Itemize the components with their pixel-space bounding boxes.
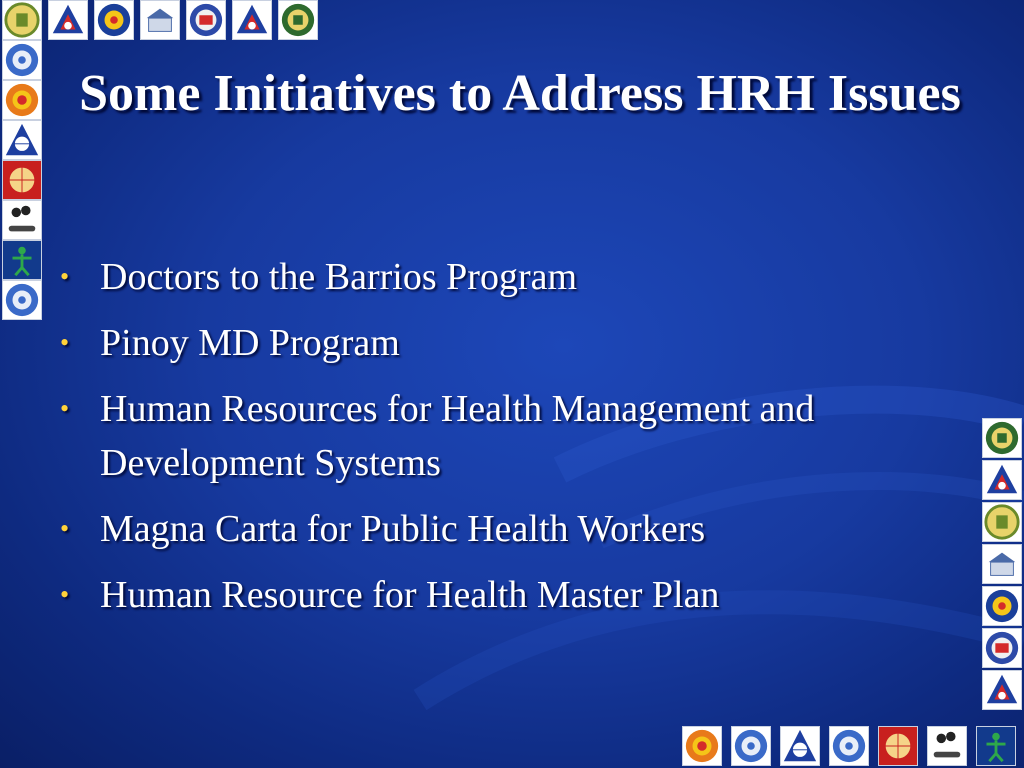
bullet-icon: • bbox=[60, 328, 70, 357]
triangle-icon bbox=[982, 460, 1022, 500]
bullet-icon: • bbox=[60, 580, 70, 609]
bullet-item bbox=[60, 250, 960, 304]
people-icon bbox=[2, 200, 42, 240]
bullet-icon: • bbox=[60, 514, 70, 543]
blue-seal-icon bbox=[731, 726, 771, 766]
bullet-list bbox=[60, 250, 960, 634]
building-icon bbox=[982, 544, 1022, 584]
bullet-item bbox=[60, 502, 960, 556]
orange-seal-icon bbox=[2, 80, 42, 120]
globe-icon bbox=[2, 160, 42, 200]
globe-icon bbox=[878, 726, 918, 766]
bullet-text: Doctors to the Barrios Program bbox=[100, 256, 578, 298]
green-seal-icon bbox=[982, 418, 1022, 458]
triangle-icon bbox=[232, 0, 272, 40]
blue-seal-icon bbox=[2, 40, 42, 80]
bullet-item bbox=[60, 316, 960, 370]
triangle-icon bbox=[982, 670, 1022, 710]
blue-seal-icon bbox=[829, 726, 869, 766]
green-figure-icon bbox=[976, 726, 1016, 766]
bullet-text: Human Resource for Health Master Plan bbox=[100, 574, 720, 616]
bullet-item bbox=[60, 382, 960, 490]
flag-seal-icon bbox=[982, 628, 1022, 668]
flag-seal-icon bbox=[186, 0, 226, 40]
bullet-icon: • bbox=[60, 262, 70, 291]
bullet-icon: • bbox=[60, 394, 70, 423]
sunburst-seal-icon bbox=[94, 0, 134, 40]
triangle-icon bbox=[48, 0, 88, 40]
blue-seal-icon bbox=[2, 280, 42, 320]
slide-title: Some Initiatives to Address HRH Issues bbox=[79, 65, 961, 122]
sunburst-seal-icon bbox=[982, 586, 1022, 626]
bullet-item bbox=[60, 568, 960, 622]
green-figure-icon bbox=[2, 240, 42, 280]
orange-seal-icon bbox=[682, 726, 722, 766]
green-seal-icon bbox=[278, 0, 318, 40]
globe-triangle-icon bbox=[780, 726, 820, 766]
seal-icon bbox=[2, 0, 42, 40]
bullet-text: Magna Carta for Public Health Workers bbox=[100, 508, 706, 550]
seal-icon bbox=[982, 502, 1022, 542]
bullet-text: Pinoy MD Program bbox=[100, 322, 400, 364]
bullet-text: Human Resources for Health Management and Development Systems bbox=[100, 388, 815, 484]
people-icon bbox=[927, 726, 967, 766]
building-icon bbox=[140, 0, 180, 40]
globe-triangle-icon bbox=[2, 120, 42, 160]
